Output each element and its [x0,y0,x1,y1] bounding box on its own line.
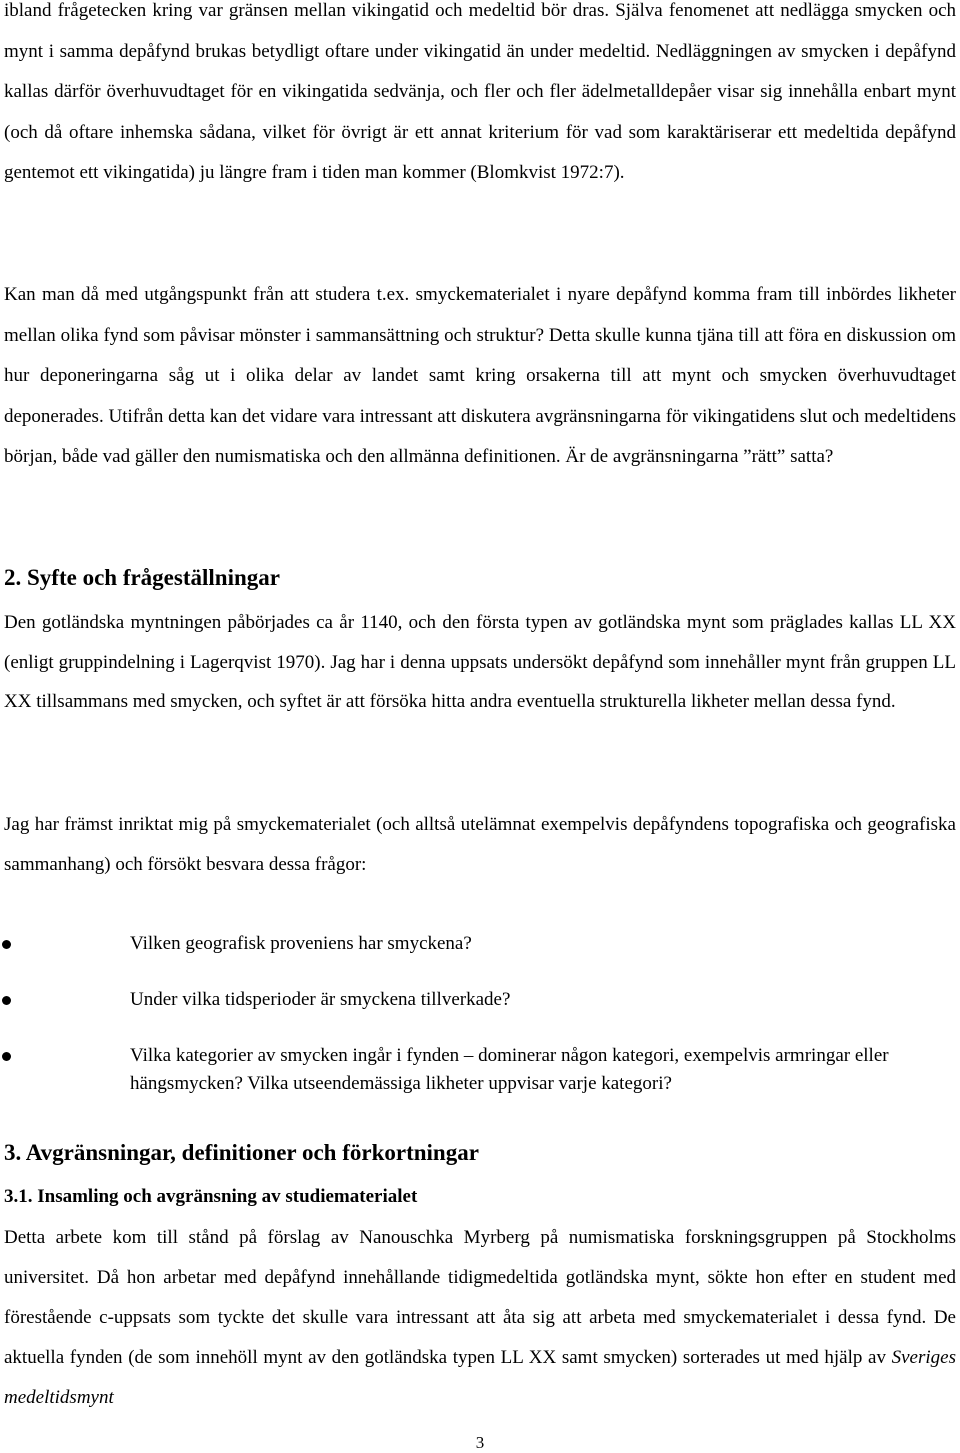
section-2-paragraph-2: Jag har främst inriktat mig på smyckematerialet (och alltså utelämnat exempelvis depåfyndens topografiska och geografiska sammanhang) och försökt besvara dessa frågor: [4,814,956,875]
intro-paragraph-1: ibland frågetecken kring var gränsen mellan vikingatid och medeltid bör dras. Själva fenomenet att nedlägga smycken och mynt i samma depåfynd brukas betydligt oftare under vikingatid än under medeltid. Nedläggningen av smycken i depåfynd kallas därför överhuvudtaget för en vikingatida sedvänja, och fler och fler ädelmetalldepåer visar sig innehålla enbart mynt (och då oftare inhemska sådana, vilket för övrigt är ett annat kriterium för vad som karaktäriserar ett medeltida depåfynd gentemot ett vikingatida) ju längre fram i tiden man kommer (Blomkvist 1972:7). [4,0,956,183]
section-3-1-paragraph-1 [4,1218,956,1418]
question-text: Vilken geografisk proveniens har smyckena? [130,933,472,954]
bullet-icon [2,996,11,1005]
section-2-paragraph-1: Den gotländska myntningen påbörjades ca år 1140, och den första typen av gotländska mynt som präglades kallas LL XX (enligt gruppindelning i Lagerqvist 1970). Jag har i denna uppsats undersökt depåfynd som innehåller mynt från gruppen LL XX tillsammans med smycken, och syftet är att försöka hitta andra eventuella strukturella likheter mellan dessa fynd. [4,612,956,713]
book-title: Sveriges medeltidsmynt [4,1347,956,1408]
bullet-icon [2,1052,11,1061]
section-2-heading: 2. Syfte och frågeställningar [4,565,280,590]
bullet-icon [2,940,11,949]
intro-paragraph-2: Kan man då med utgångspunkt från att studera t.ex. smyckematerialet i nyare depåfynd komma fram till inbördes likheter mellan olika fynd som påvisar mönster i sammansättning och struktur? Detta skulle kunna tjäna till att föra en diskussion om hur deponeringarna såg ut i olika delar av landet samt kring orsakerna till att mynt och smycken överhuvudtaget deponerades. Utifrån detta kan det vidare vara intressant att diskutera avgränsningarna för vikingatidens slut och medeltidens början, både vad gäller den numismatiska och den allmänna definitionen. Är de avgränsningarna ”rätt” satta? [4,284,956,467]
section-3-1-subheading: 3.1. Insamling och avgränsning av studiematerialet [4,1186,418,1207]
question-text: Under vilka tidsperioder är smyckena tillverkade? [130,989,511,1010]
section-3-heading: 3. Avgränsningar, definitioner och förkortningar [4,1140,479,1165]
paragraph-text: Detta arbete kom till stånd på förslag av Nanouschka Myrberg på numismatiska forskningsgruppen på Stockholms universitet. Då hon arbetar med depåfynd innehållande tidigmedeltida gotländska mynt, sökte hon efter en student med förestående c-uppsats som tyckte det skulle vara intressant att åta sig att arbeta med smyckematerialet i dessa fynd. De aktuella fynden (de som innehöll mynt av den gotländska typen LL XX samt smycken) sorterades ut med hjälp av [4,1227,956,1368]
page-number: 3 [475,1433,485,1452]
question-text: Vilka kategorier av smycken ingår i fynden – dominerar någon kategori, exempelvis armringar eller hängsmycken? Vilka utseendemässiga likheter uppvisar varje kategori? [130,1045,889,1094]
